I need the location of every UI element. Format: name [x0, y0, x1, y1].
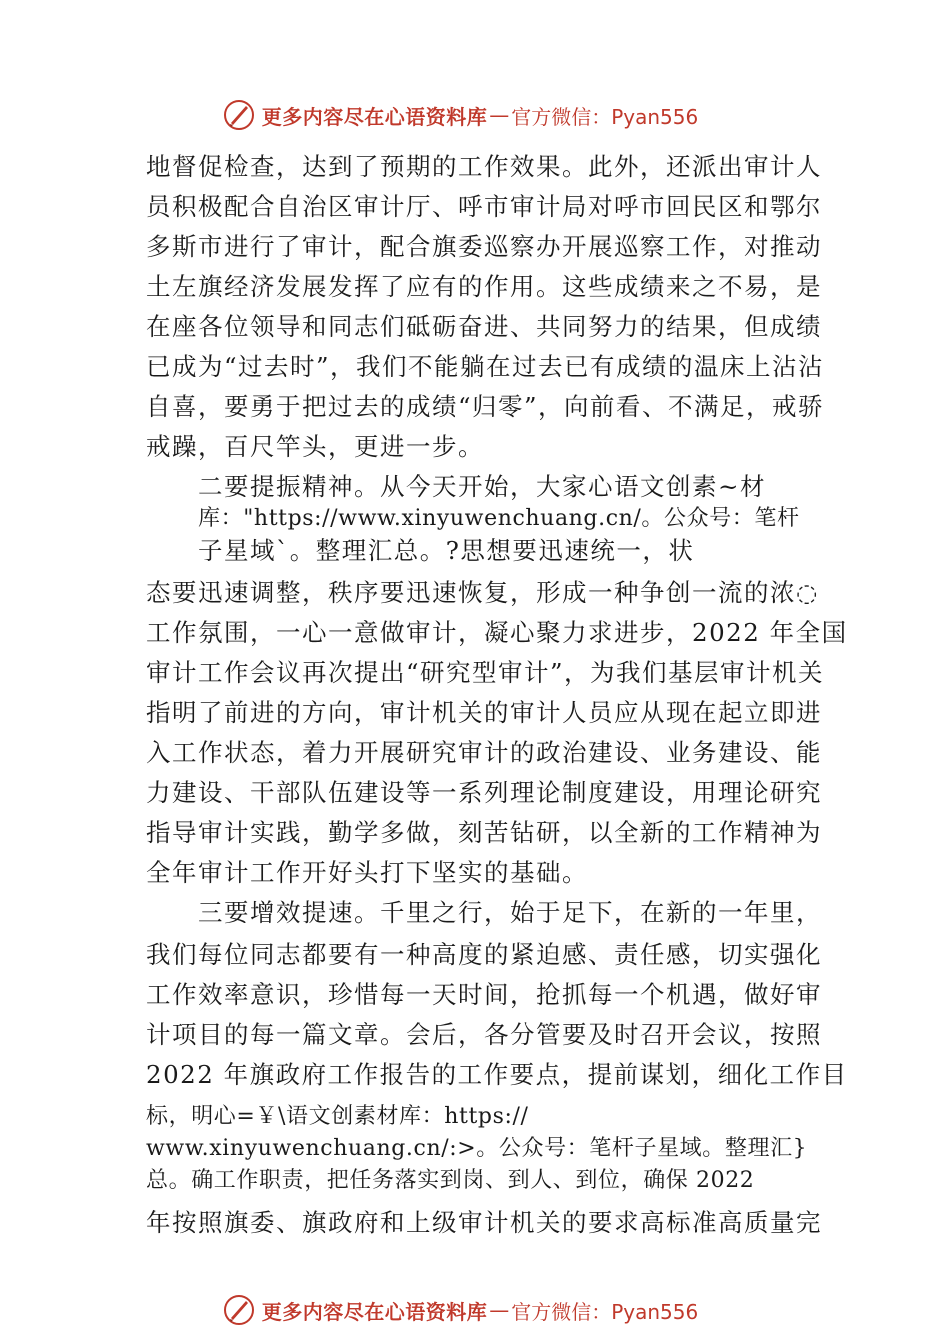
header-banner	[0, 95, 950, 135]
text-line: 态要迅速调整，秩序要迅速恢复，形成一种争创一流的浓◌	[146, 578, 819, 607]
text-line: 库："https://www.xinyuwenchuang.cn/。公众号：笔杆	[198, 506, 800, 531]
text-line: 三要增效提速。千里之行，始于足下，在新的一年里，	[198, 898, 822, 927]
text-line: 戒躁，百尺竿头，更进一步。	[146, 432, 484, 461]
text-line: 已成为“过去时”，我们不能躺在过去已有成绩的温床上沾沾	[146, 352, 825, 381]
text-line: 计项目的每一篇文章。会后，各分管要及时召开会议，按照	[146, 1020, 822, 1049]
header-brand: 更多内容尽在心语资料库	[261, 104, 488, 129]
text-line: 力建设、干部队伍建设等一系列理论制度建设，用理论研究	[146, 778, 822, 807]
text-line: 标，明心=￥\语文创素材库：https://	[146, 1104, 529, 1129]
quill-logo-icon	[222, 98, 256, 132]
text-line: 工作效率意识，珍惜每一天时间，抢抓每一个机遇，做好审	[146, 980, 822, 1009]
text-line: 地督促检查，达到了预期的工作效果。此外，还派出审计人	[146, 152, 822, 181]
text-line: 2022 年旗政府工作报告的工作要点，提前谋划，细化工作目	[146, 1060, 848, 1089]
text-line: 二要提振精神。从今天开始，大家心语文创素~材	[198, 472, 767, 501]
footer-separator: —	[489, 1298, 510, 1322]
footer-banner	[0, 1290, 950, 1330]
quill-logo-icon	[222, 1293, 256, 1327]
header-wechat: 官方微信：Pyan556	[511, 104, 699, 129]
footer-brand: 更多内容尽在心语资料库	[261, 1299, 488, 1324]
text-line: 指明了前进的方向，审计机关的审计人员应从现在起立即进	[146, 698, 822, 727]
text-line: 员积极配合自治区审计厅、呼市审计局对呼市回民区和鄂尔	[146, 192, 822, 221]
text-line: www.xinyuwenchuang.cn/:>。公众号：笔杆子星域。整理汇}	[146, 1136, 808, 1161]
header-separator: —	[489, 103, 510, 127]
text-line: 总。确工作职责，把任务落实到岗、到人、到位，确保 2022	[146, 1168, 755, 1193]
text-line: 审计工作会议再次提出“研究型审计”，为我们基层审计机关	[146, 658, 825, 687]
text-line: 自喜，要勇于把过去的成绩“归零”，向前看、不满足，戒骄	[146, 392, 825, 421]
footer-wechat: 官方微信：Pyan556	[511, 1299, 699, 1324]
text-line: 指导审计实践，勤学多做，刻苦钻研，以全新的工作精神为	[146, 818, 822, 847]
text-line: 工作氛围，一心一意做审计，凝心聚力求进步，2022 年全国	[146, 618, 848, 647]
text-line: 我们每位同志都要有一种高度的紧迫感、责任感，切实强化	[146, 940, 822, 969]
text-line: 土左旗经济发展发挥了应有的作用。这些成绩来之不易，是	[146, 272, 822, 301]
text-line: 子星域`。整理汇总。?思想要迅速统一，状	[198, 536, 695, 565]
text-line: 在座各位领导和同志们砥砺奋进、共同努力的结果，但成绩	[146, 312, 822, 341]
text-line: 年按照旗委、旗政府和上级审计机关的要求高标准高质量完	[146, 1208, 822, 1237]
text-line: 全年审计工作开好头打下坚实的基础。	[146, 858, 588, 887]
text-line: 入工作状态，着力开展研究审计的政治建设、业务建设、能	[146, 738, 822, 767]
text-line: 多斯市进行了审计，配合旗委巡察办开展巡察工作，对推动	[146, 232, 822, 261]
